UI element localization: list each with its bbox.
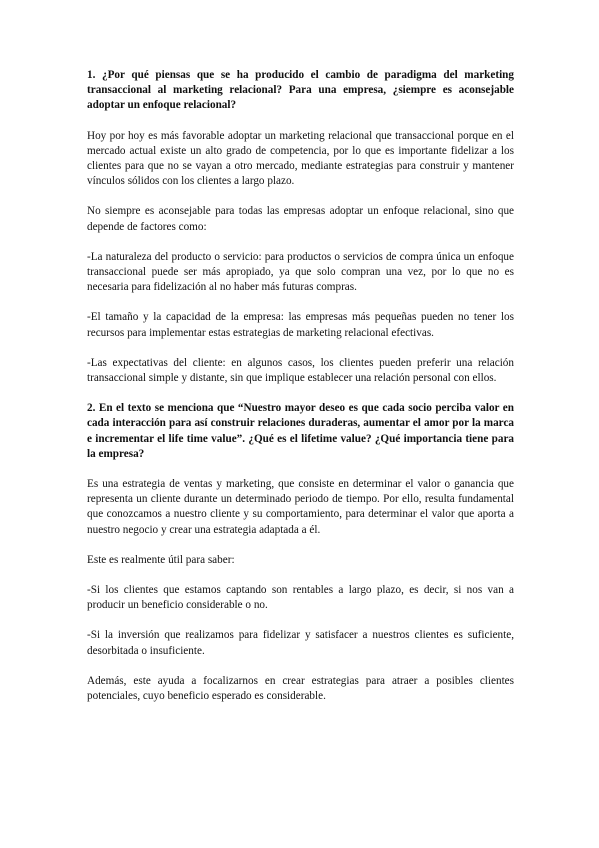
answer-1-paragraph-2: No siempre es aconsejable para todas las empresas adoptar un enfoque relacional, sino que depende de factores como: (87, 205, 514, 233)
answer-2-paragraph-2: Este es realmente útil para saber: (87, 553, 235, 566)
benefit-investment: -Si la inversión que realizamos para fidelizar y satisfacer a nuestros clientes es suficiente, desorbitada o insuficiente. (87, 629, 514, 657)
answer-1-paragraph-1: Hoy por hoy es más favorable adoptar un marketing relacional que transaccional porque en el mercado actual existe un alto grado de competencia, por lo que es importante fidelizar a los clientes para que no se vayan a otro mercado, mediante estrategias para construir y mantener vínculos sólidos con los clientes a largo plazo. (87, 129, 514, 188)
answer-2-paragraph-3: Además, este ayuda a focalizarnos en crear estrategias para atraer a posibles clientes potenciales, cuyo beneficio esperado es considerable. (87, 674, 514, 703)
question-2: 2. En el texto se menciona que “Nuestro mayor deseo es que cada socio perciba valor en cada interacción para así construir relaciones duraderas, aumentar el amor por la marca e incrementar el life time value”. ¿Qué es el lifetime value? ¿Qué importancia tiene para la empresa? (87, 402, 514, 460)
question-1: 1. ¿Por qué piensas que se ha producido el cambio de paradigma del marketing transaccional al marketing relacional? Para una empresa, ¿siempre es aconsejable adoptar un enfoque relacional? (87, 69, 514, 112)
factor-company-size: -El tamaño y la capacidad de la empresa: las empresas más pequeñas pueden no tener los recursos para implementar estas estrategias de marketing relacional efectivas. (87, 311, 514, 339)
factor-product-nature: -La naturaleza del producto o servicio: para productos o servicios de compra única un enfoque transaccional puede ser más apropiado, ya que solo compran una vez, por lo que no es necesaria para fidelización al no haber más futuras compras. (87, 250, 514, 294)
benefit-profitability: -Si los clientes que estamos captando son rentables a largo plazo, es decir, si nos van a producir un beneficio considerable o no. (87, 584, 514, 612)
document-page (87, 68, 514, 719)
factor-customer-expectations: -Las expectativas del cliente: en algunos casos, los clientes pueden preferir una relación transaccional simple y distante, sin que implique establecer una relación personal con ellos. (87, 356, 514, 385)
answer-2-paragraph-1: Es una estrategia de ventas y marketing, que consiste en determinar el valor o ganancia que representa un cliente durante un determinado periodo de tiempo. Por ello, resulta fundamental que conozcamos a nuestro cliente y su comportamiento, para determinar el valor que aporta a nuestro negocio y crear una estrategia adaptada a él. (87, 478, 514, 536)
